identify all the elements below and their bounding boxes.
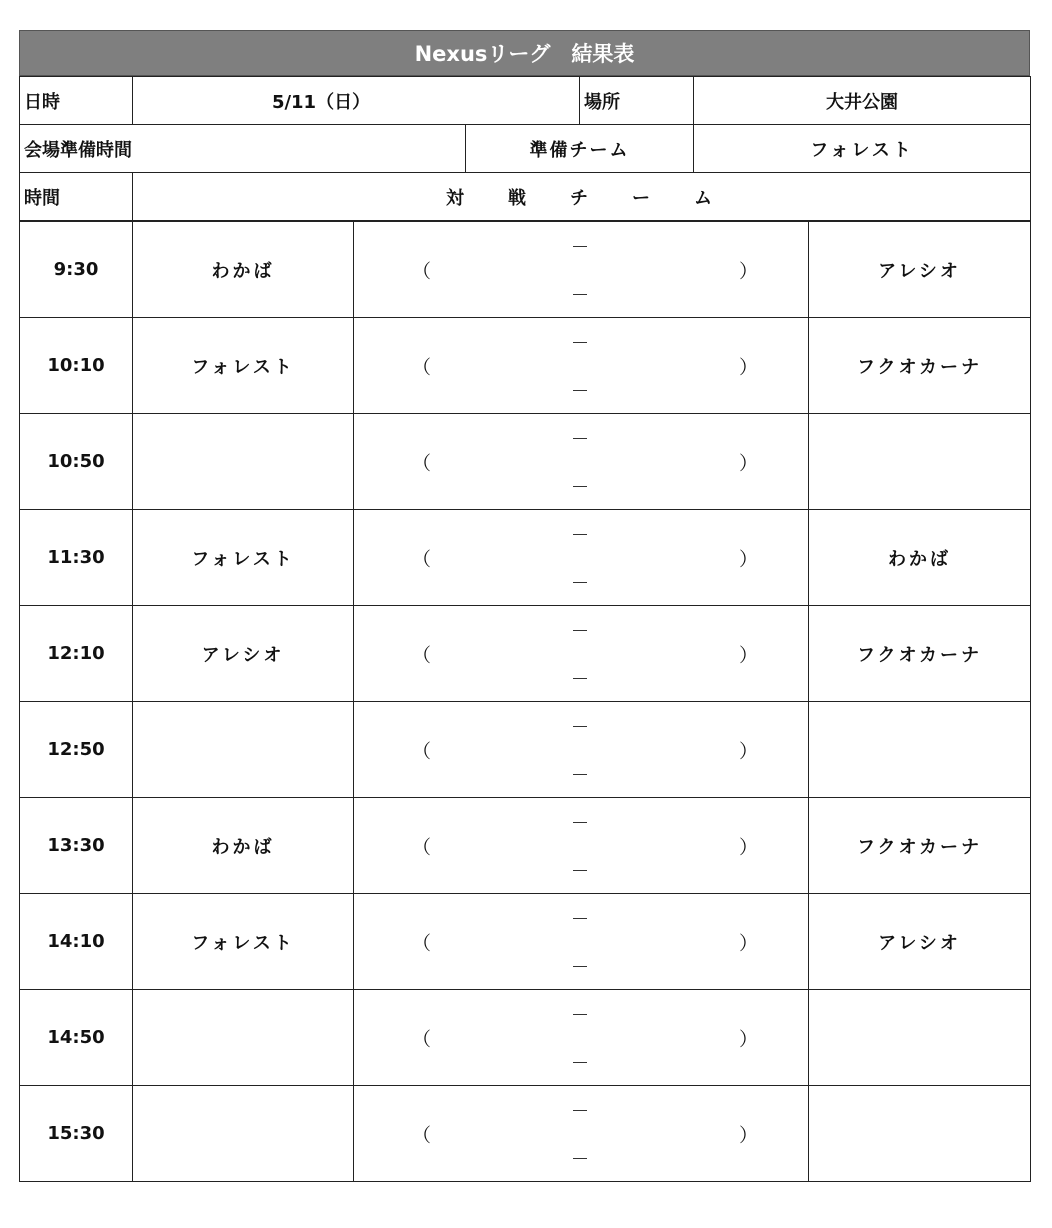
match-row: [20, 894, 1031, 990]
match-time: 12:50: [20, 702, 133, 798]
matchup-header-char: 対: [446, 187, 464, 209]
score-dash-top: [573, 1110, 587, 1111]
score-dash-bottom: [573, 390, 587, 391]
score-cell[interactable]: [354, 414, 809, 510]
date-value: 5/11（日）: [133, 77, 580, 125]
paren-open: （: [412, 836, 432, 858]
paren-close: ）: [739, 836, 759, 858]
time-header: 時間: [20, 173, 133, 221]
prep-time-label: 会場準備時間: [20, 125, 466, 173]
paren-close: ）: [739, 1124, 759, 1146]
match-time: 9:30: [20, 222, 133, 318]
paren-close: ）: [739, 932, 759, 954]
place-label: 場所: [580, 77, 694, 125]
paren-open: （: [412, 740, 432, 762]
prep-row: [20, 125, 1031, 173]
prep-team-value: フォレスト: [694, 125, 1031, 173]
paren-open: （: [412, 548, 432, 570]
match-row: [20, 318, 1031, 414]
matchup-header: [133, 173, 1031, 221]
home-team[interactable]: フォレスト: [133, 318, 354, 414]
matchup-header-char: チ: [570, 187, 588, 209]
paren-close: ）: [739, 548, 759, 570]
date-row: [20, 77, 1031, 125]
match-row: [20, 414, 1031, 510]
match-time: 11:30: [20, 510, 133, 606]
score-dash-top: [573, 342, 587, 343]
date-label: 日時: [20, 77, 133, 125]
score-cell[interactable]: [354, 318, 809, 414]
score-dash-bottom: [573, 966, 587, 967]
score-cell[interactable]: [354, 1086, 809, 1182]
score-cell[interactable]: [354, 990, 809, 1086]
match-time: 14:50: [20, 990, 133, 1086]
matchup-header-char: 戦: [508, 187, 526, 209]
score-dash-top: [573, 246, 587, 247]
match-time: 12:10: [20, 606, 133, 702]
match-row: [20, 1086, 1031, 1182]
info-table: [19, 76, 1031, 221]
score-dash-top: [573, 918, 587, 919]
home-team[interactable]: [133, 1086, 354, 1182]
away-team[interactable]: フクオカーナ: [809, 798, 1031, 894]
away-team[interactable]: わかば: [809, 510, 1031, 606]
score-dash-bottom: [573, 1062, 587, 1063]
home-team[interactable]: アレシオ: [133, 606, 354, 702]
home-team[interactable]: わかば: [133, 222, 354, 318]
score-cell[interactable]: [354, 510, 809, 606]
paren-open: （: [412, 1028, 432, 1050]
score-dash-bottom: [573, 774, 587, 775]
match-table: [19, 221, 1031, 1182]
paren-close: ）: [739, 740, 759, 762]
home-team[interactable]: [133, 414, 354, 510]
sheet-title: Nexusリーグ 結果表: [19, 30, 1030, 76]
home-team[interactable]: [133, 702, 354, 798]
paren-open: （: [412, 1124, 432, 1146]
match-time: 15:30: [20, 1086, 133, 1182]
score-cell[interactable]: [354, 606, 809, 702]
score-cell[interactable]: [354, 222, 809, 318]
matchup-header-char: ム: [694, 187, 712, 209]
away-team[interactable]: フクオカーナ: [809, 318, 1031, 414]
paren-open: （: [412, 452, 432, 474]
paren-close: ）: [739, 356, 759, 378]
away-team[interactable]: アレシオ: [809, 894, 1031, 990]
score-dash-top: [573, 822, 587, 823]
place-value: 大井公園: [694, 77, 1031, 125]
match-time: 14:10: [20, 894, 133, 990]
away-team[interactable]: [809, 990, 1031, 1086]
match-time: 10:10: [20, 318, 133, 414]
paren-close: ）: [739, 260, 759, 282]
prep-team-label: 準備チーム: [466, 125, 694, 173]
match-row: [20, 510, 1031, 606]
home-team[interactable]: フォレスト: [133, 894, 354, 990]
score-dash-bottom: [573, 486, 587, 487]
score-dash-bottom: [573, 294, 587, 295]
match-row: [20, 222, 1031, 318]
paren-open: （: [412, 260, 432, 282]
score-dash-top: [573, 630, 587, 631]
score-dash-bottom: [573, 678, 587, 679]
score-dash-top: [573, 438, 587, 439]
away-team[interactable]: フクオカーナ: [809, 606, 1031, 702]
match-time: 10:50: [20, 414, 133, 510]
paren-open: （: [412, 356, 432, 378]
score-dash-bottom: [573, 582, 587, 583]
matchup-header-char: ー: [632, 187, 650, 209]
score-dash-top: [573, 726, 587, 727]
paren-open: （: [412, 644, 432, 666]
home-team[interactable]: わかば: [133, 798, 354, 894]
match-row: [20, 798, 1031, 894]
paren-close: ）: [739, 1028, 759, 1050]
home-team[interactable]: [133, 990, 354, 1086]
match-row: [20, 990, 1031, 1086]
score-cell[interactable]: [354, 894, 809, 990]
paren-close: ）: [739, 644, 759, 666]
away-team[interactable]: [809, 414, 1031, 510]
away-team[interactable]: [809, 1086, 1031, 1182]
home-team[interactable]: フォレスト: [133, 510, 354, 606]
score-dash-top: [573, 1014, 587, 1015]
away-team[interactable]: [809, 702, 1031, 798]
score-dash-bottom: [573, 1158, 587, 1159]
away-team[interactable]: アレシオ: [809, 222, 1031, 318]
score-cell[interactable]: [354, 702, 809, 798]
results-sheet: [19, 30, 1030, 1182]
match-row: [20, 606, 1031, 702]
paren-open: （: [412, 932, 432, 954]
paren-close: ）: [739, 452, 759, 474]
header-row: [20, 173, 1031, 221]
match-time: 13:30: [20, 798, 133, 894]
score-dash-top: [573, 534, 587, 535]
match-row: [20, 702, 1031, 798]
score-cell[interactable]: [354, 798, 809, 894]
score-dash-bottom: [573, 870, 587, 871]
